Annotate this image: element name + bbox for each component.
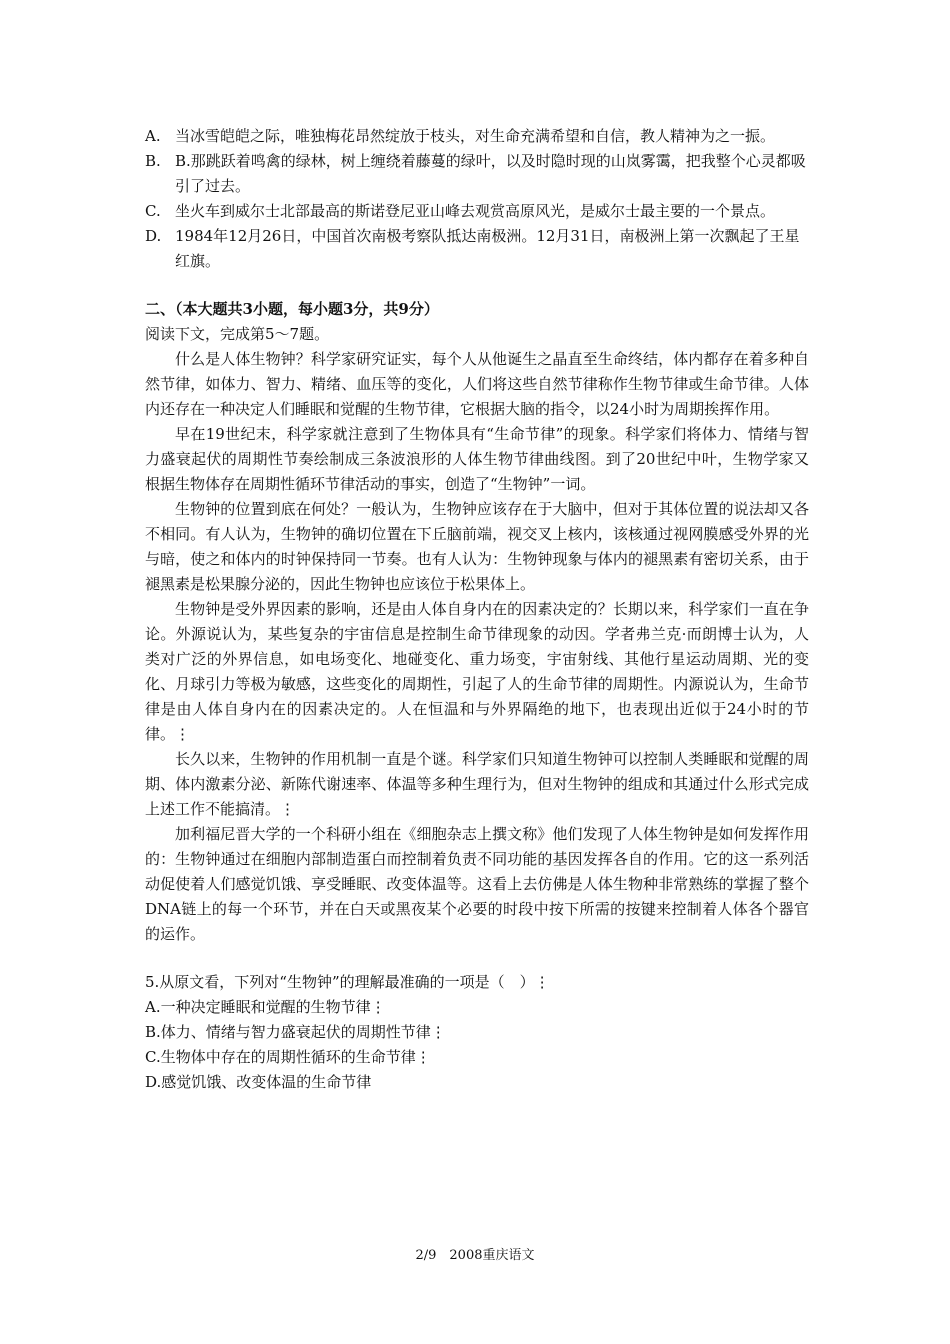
option-text: 坐火车到威尔士北部最高的斯诺登尼亚山峰去观赏高原风光，是威尔士最主要的一个景点。 [175,202,776,220]
option-list-top [145,124,809,274]
option-letter: D. [145,227,162,245]
question-5-stem: 5.从原文看，下列对“生物钟”的理解最准确的一项是（ ）⋮ [145,973,550,991]
option-b [145,149,809,199]
option-text: B.那跳跃着鸣禽的绿林，树上缠绕着藤蔓的绿叶，以及时隐时现的山岚雾霭，把我整个心灵都吸引了过去。 [175,152,806,195]
option-c [145,199,809,224]
paragraph: 生物钟是受外界因素的影响，还是由人体自身内在的因素决定的？长期以来，科学家们一直在争论。外源说认为，某些复杂的宇宙信息是控制生命节律现象的动因。学者弗兰克·而朗博士认为，人类对广泛的外界信息，如电场变化、地碰变化、重力场变，宇宙射线、其他行星运动周期、光的变化、月球引力等极为敏感，这些变化的周期性，引起了人的生命节律的周期性。内源说认为，生命节律是由人体自身内在的因素决定的。人在恒温和与外界隔绝的地下，也表现出近似于24小时的节律。⋮ [145,600,809,743]
page-content [145,124,809,1095]
page-footer: 2/9 2008重庆语文 [415,1248,535,1263]
section-title: 二、（本大题共3小题，每小题3分，共9分） [145,300,439,318]
question-5-option-a: A.一种决定睡眠和觉醒的生物节律⋮ [145,998,386,1016]
paragraph: 长久以来，生物钟的作用机制一直是个谜。科学家们只知道生物钟可以控制人类睡眠和觉醒的周期、体内激素分泌、新陈代谢速率、体温等多种生理行为，但对生物钟的组成和其通过什么形式完成上述工作不能搞清。⋮ [145,750,809,818]
option-letter: A. [145,127,161,145]
question-5-option-b: B.体力、情绪与智力盛衰起伏的周期性节律⋮ [145,1023,446,1041]
paragraph: 生物钟的位置到底在何处？一般认为，生物钟应该存在于大脑中，但对于其体位置的说法却又各不相同。有人认为，生物钟的确切位置在下丘脑前端，视交叉上核内，该核通过视网膜感受外界的光与暗，使之和体内的时钟保持同一节奏。也有人认为：生物钟现象与体内的褪黑素有密切关系，由于褪黑素是松果腺分泌的，因此生物钟也应该位于松果体上。 [145,500,809,593]
section-instruction: 阅读下文，完成第5～7题。 [145,325,330,343]
paragraph: 加利福尼晋大学的一个科研小组在《细胞杂志上撰文称》他们发现了人体生物钟是如何发挥作用的：生物钟通过在细胞内部制造蛋白而控制着负责不同功能的基因发挥各自的作用。它的这一系列活动促使着人们感觉饥饿、享受睡眠、改变体温等。这看上去仿佛是人体生物种非常熟练的掌握了整个DNA链上的每一个环节，并在白天或黑夜某个必要的时段中按下所需的按键来控制着人体各个器官的运作。 [145,825,809,943]
option-text: 1984年12月26日，中国首次南极考察队抵达南极洲。12月31日，南极洲上第一次飘起了王星红旗。 [175,227,800,270]
question-5-option-c: C.生物体中存在的周期性循环的生命节律⋮ [145,1048,431,1066]
option-letter: C. [145,202,161,220]
paragraph: 早在19世纪末，科学家就注意到了生物体具有“生命节律”的现象。科学家们将体力、情绪与智力盛衰起伏的周期性节奏绘制成三条波浪形的人体生物节律曲线图。到了20世纪中叶，生物学家又根据生物体存在周期性循环节律活动的事实，创造了“生物钟”一词。 [145,425,809,493]
option-letter: B. [145,152,161,170]
paragraph: 什么是人体生物钟？科学家研究证实，每个人从他诞生之晶直至生命终结，体内都存在着多种自然节律，如体力、智力、精绪、血压等的变化，人们将这些自然节律称作生物节律或生命节律。人体内还存在一种决定人们睡眠和觉醒的生物节律，它根据大脑的指令，以24小时为周期挨挥作用。 [145,350,809,418]
option-text: 当冰雪皑皑之际，唯独梅花昂然绽放于枝头，对生命充满希望和自信，教人精神为之一振。 [175,127,776,145]
question-5-option-d: D.感觉饥饿、改变体温的生命节律 [145,1073,372,1091]
option-a [145,124,809,149]
option-d [145,224,809,274]
